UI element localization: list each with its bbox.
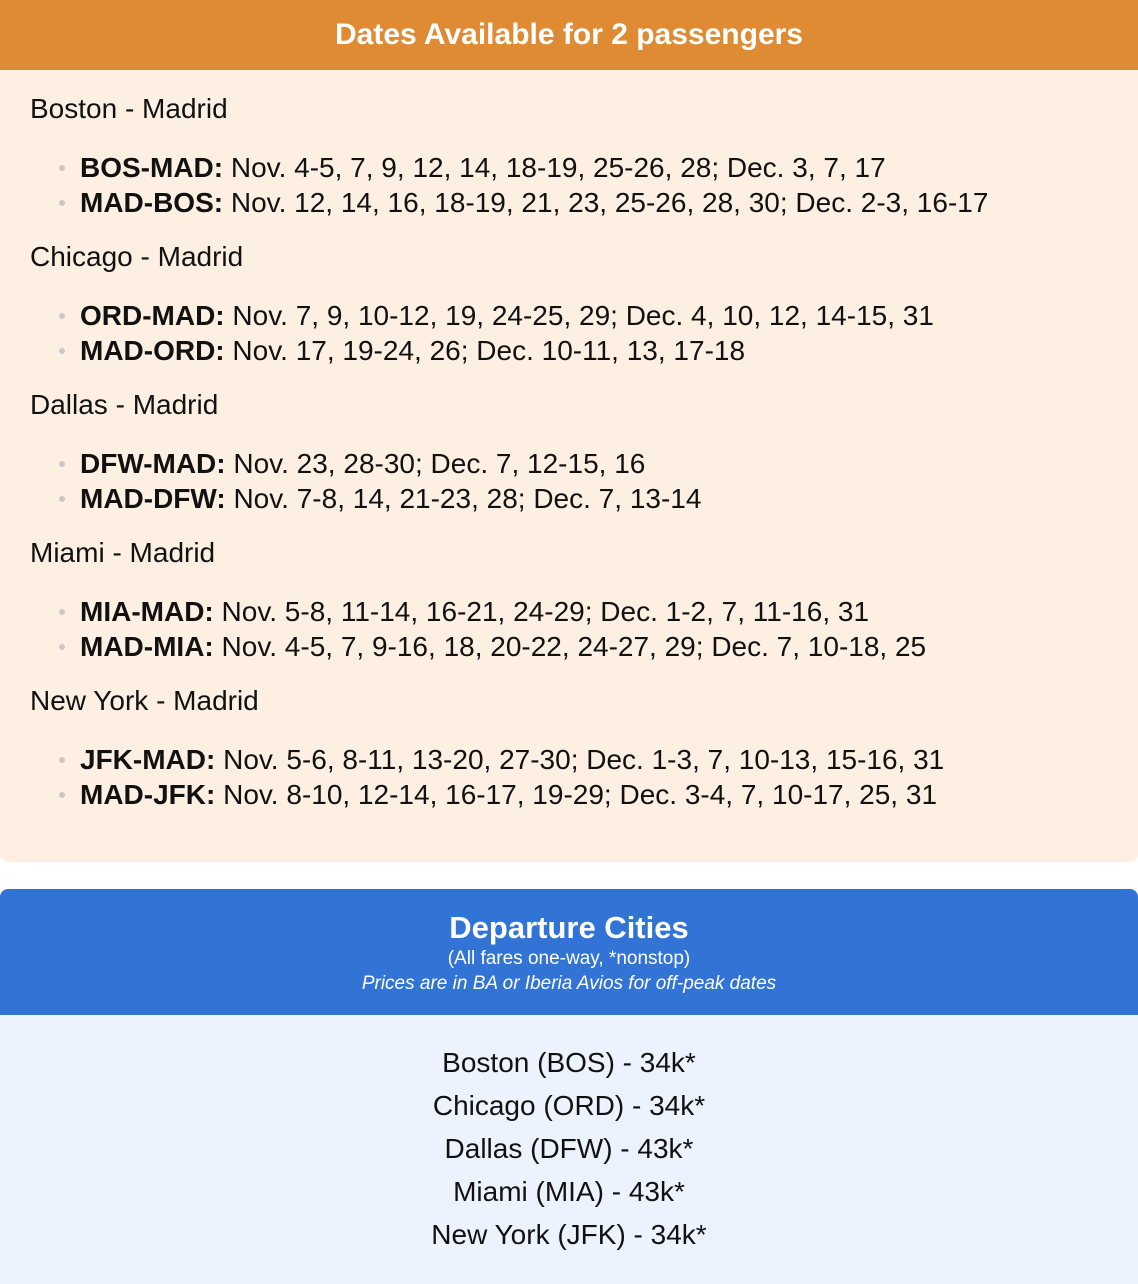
bullet-icon (59, 348, 65, 354)
leg-code: MIA-MAD: (80, 596, 214, 627)
route-leg (80, 481, 1108, 516)
cities-panel-subtitle: (All fares one-way, *nonstop) (447, 948, 691, 969)
leg-dates: Nov. 4-5, 7, 9, 12, 14, 18-19, 25-26, 28; Dec. 3, 7, 17 (230, 152, 886, 183)
bullet-icon (59, 609, 65, 615)
city-price-item: Boston (BOS) - 34k* (442, 1047, 696, 1078)
route-city-label: Boston - Madrid (30, 93, 228, 124)
leg-code: DFW-MAD: (80, 448, 226, 479)
route-leg (80, 594, 1108, 629)
route-leg (80, 446, 1108, 481)
leg-code: MAD-MIA: (80, 631, 214, 662)
bullet-icon (59, 313, 65, 319)
bullet-icon (59, 165, 65, 171)
cities-panel-title: Departure Cities (449, 910, 689, 945)
dates-panel-title: Dates Available for 2 passengers (0, 0, 1138, 70)
route-leg (80, 298, 1108, 333)
bullet-icon (59, 757, 65, 763)
route-city-label: Dallas - Madrid (30, 389, 219, 420)
city-price-list (0, 1015, 1138, 1256)
leg-code: MAD-DFW: (80, 483, 226, 514)
route-leg (80, 150, 1108, 185)
leg-dates: Nov. 23, 28-30; Dec. 7, 12-15, 16 (233, 448, 646, 479)
leg-dates: Nov. 5-6, 8-11, 13-20, 27-30; Dec. 1-3, 7, 10-13, 15-16, 31 (223, 744, 945, 775)
route-leg (80, 742, 1108, 777)
route-city-label: Chicago - Madrid (30, 241, 244, 272)
route-leg (80, 777, 1108, 812)
city-price-item: New York (JFK) - 34k* (431, 1219, 707, 1250)
leg-dates: Nov. 8-10, 12-14, 16-17, 19-29; Dec. 3-4, 7, 10-17, 25, 31 (223, 779, 938, 810)
leg-dates: Nov. 4-5, 7, 9-16, 18, 20-22, 24-27, 29; Dec. 7, 10-18, 25 (221, 631, 927, 662)
leg-code: MAD-BOS: (80, 187, 224, 218)
bullet-icon (59, 792, 65, 798)
route-city-label: New York - Madrid (30, 685, 259, 716)
bullet-icon (59, 461, 65, 467)
leg-dates: Nov. 7, 9, 10-12, 19, 24-25, 29; Dec. 4, 10, 12, 14-15, 31 (232, 300, 934, 331)
departure-cities-panel (0, 889, 1138, 1284)
leg-code: JFK-MAD: (80, 744, 216, 775)
route-leg (80, 333, 1108, 368)
cities-panel-note: Prices are in BA or Iberia Avios for off-peak dates (361, 973, 777, 994)
route-group-new-york (30, 684, 1108, 812)
route-leg (80, 629, 1108, 664)
leg-code: MAD-JFK: (80, 779, 216, 810)
leg-code: MAD-ORD: (80, 335, 225, 366)
cities-panel-header (0, 889, 1138, 1015)
leg-dates: Nov. 7-8, 14, 21-23, 28; Dec. 7, 13-14 (233, 483, 702, 514)
city-price-item: Dallas (DFW) - 43k* (444, 1133, 694, 1164)
leg-code: ORD-MAD: (80, 300, 225, 331)
route-group-miami (30, 536, 1108, 664)
route-leg (80, 185, 1108, 220)
route-group-boston (30, 92, 1108, 220)
route-group-chicago (30, 240, 1108, 368)
leg-code: BOS-MAD: (80, 152, 224, 183)
city-price-item: Chicago (ORD) - 34k* (432, 1090, 706, 1121)
routes-list (0, 70, 1138, 812)
bullet-icon (59, 200, 65, 206)
city-price-item: Miami (MIA) - 43k* (453, 1176, 685, 1207)
route-group-dallas (30, 388, 1108, 516)
bullet-icon (59, 644, 65, 650)
route-city-label: Miami - Madrid (30, 537, 216, 568)
leg-dates: Nov. 17, 19-24, 26; Dec. 10-11, 13, 17-18 (232, 335, 746, 366)
leg-dates: Nov. 5-8, 11-14, 16-21, 24-29; Dec. 1-2, 7, 11-16, 31 (221, 596, 870, 627)
leg-dates: Nov. 12, 14, 16, 18-19, 21, 23, 25-26, 28, 30; Dec. 2-3, 16-17 (230, 187, 989, 218)
bullet-icon (59, 496, 65, 502)
